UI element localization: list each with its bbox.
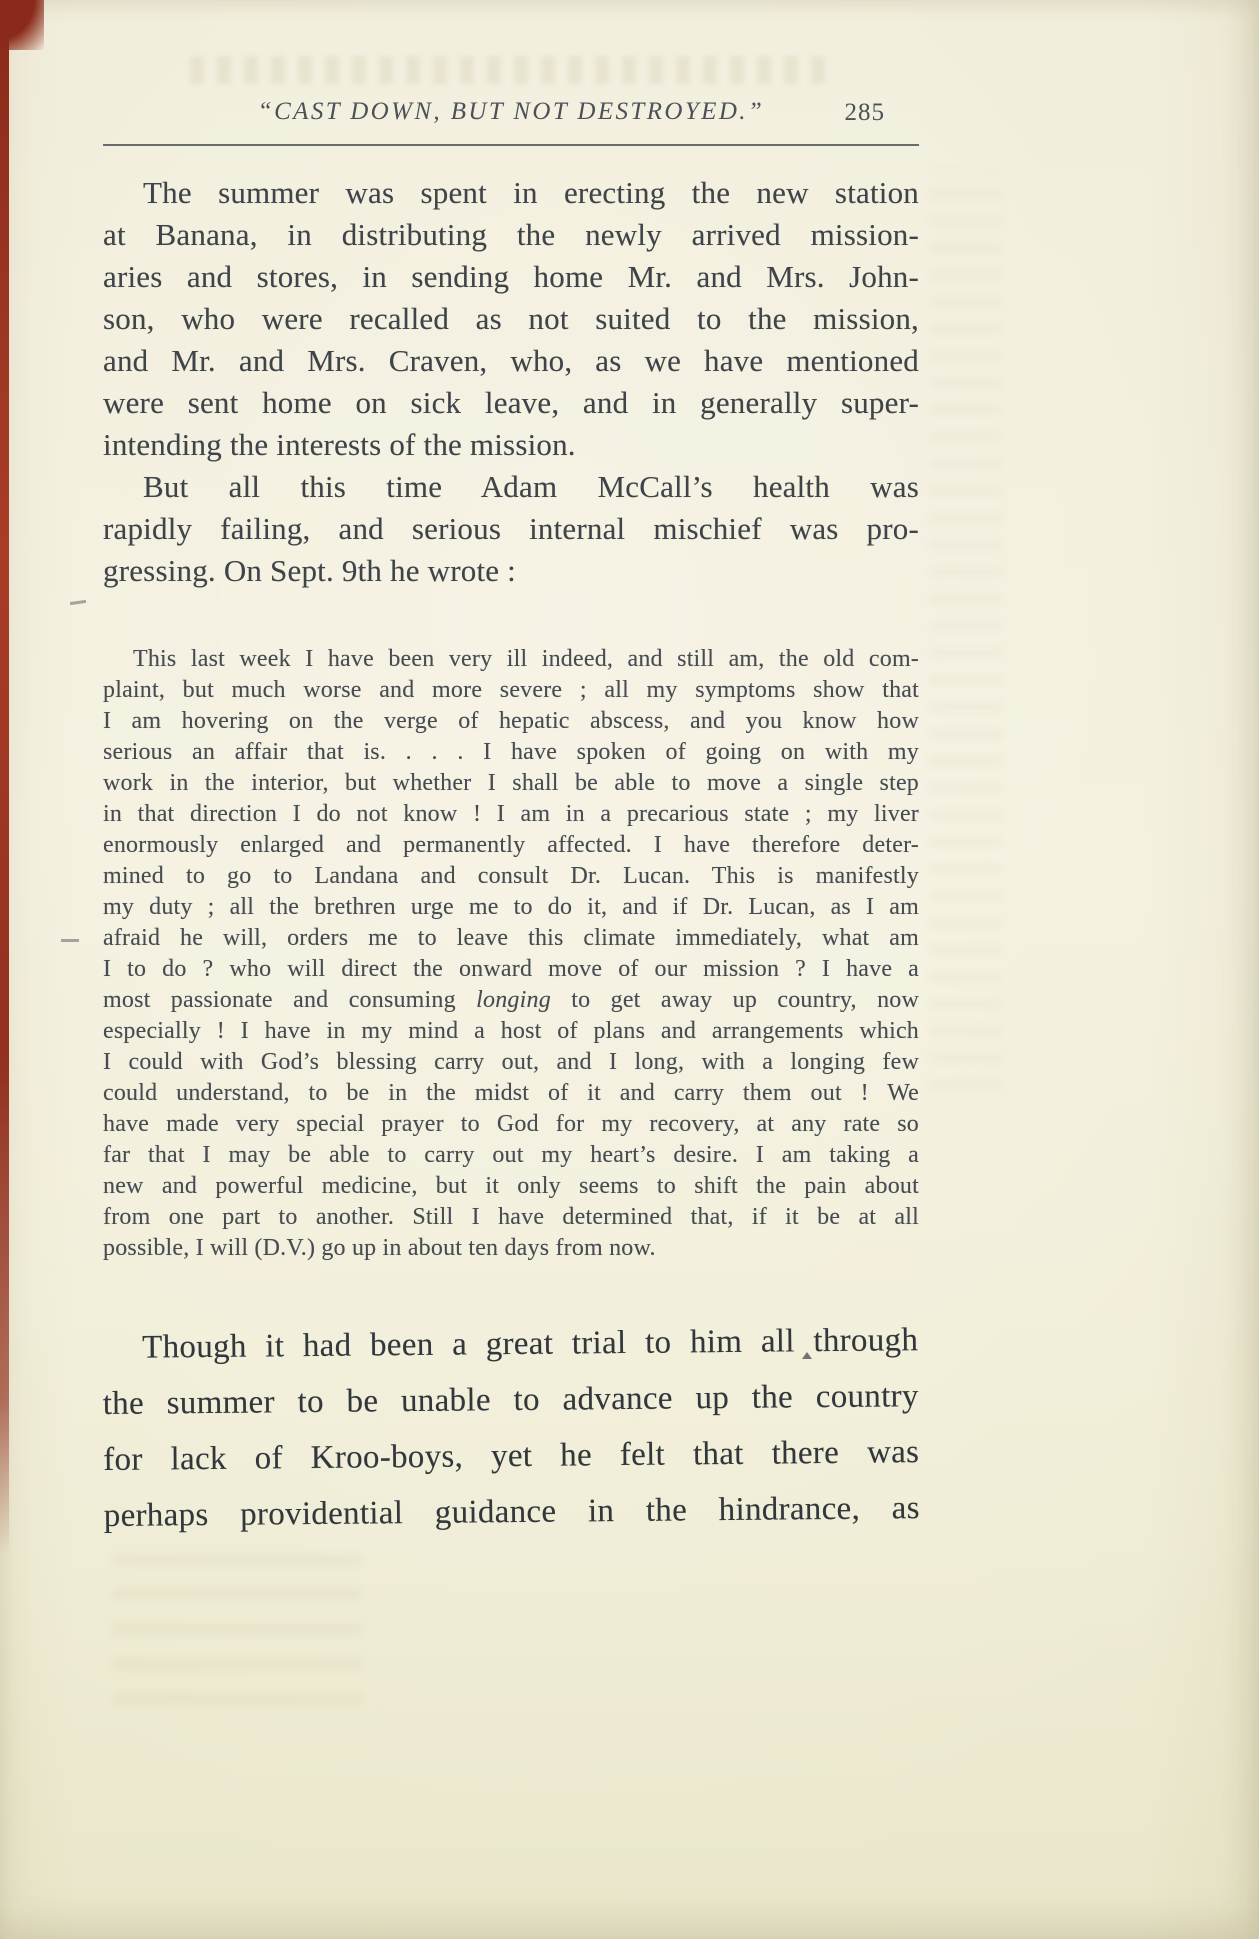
show-through-artifact [112,1555,362,1705]
text-line: This last week I have been very ill indeed, and still am, the old com- [133,646,919,672]
text-line: far that I may be able to carry out my heart’s desire. I am taking a [103,1142,919,1168]
text-line: especially ! I have in my mind a host of plans and arrangements which [103,1018,919,1044]
text-line: perhaps providential guidance in the hindrance, as [103,1490,920,1534]
text-line: But all this time Adam McCall’s health was [143,469,919,504]
text-line: enormously enlarged and permanently affected. I have therefore deter- [103,832,919,858]
block-quote-letter [103,644,919,1264]
text-line: I to do ? who will direct the onward move of our mission ? I have a [103,956,919,982]
text-line: at Banana, in distributing the newly arrived mission- [103,217,919,252]
text-line: work in the interior, but whether I shall be able to move a single step [103,770,919,796]
closing-paragraph [102,1312,920,1544]
text-line: in that direction I do not know ! I am in a precarious state ; my liver [103,801,919,827]
running-header [103,96,919,130]
text-line: I am hovering on the verge of hepatic abscess, and you know how [103,708,919,734]
paragraph-1 [103,172,919,466]
text-line: could understand, to be in the midst of it and carry them out ! We [103,1080,919,1106]
text-line: mined to go to Landana and consult Dr. Lucan. This is manifestly [103,863,919,889]
text-line: I could with God’s blessing carry out, and I long, with a longing few [103,1049,919,1075]
running-header-title: “CAST DOWN, BUT NOT DESTROYED.” [257,98,765,125]
text-line: serious an affair that is. . . . I have spoken of going on with my [103,739,919,765]
text-line: possible, I will (D.V.) go up in about ten days from now. [103,1235,656,1261]
text-line: afraid he will, orders me to leave this climate immediately, what am [103,925,919,951]
page-number: 285 [844,99,885,126]
text-run: most passionate and consuming [103,987,477,1013]
show-through-artifact [190,56,830,84]
text-line: gressing. On Sept. 9th he wrote : [103,553,516,588]
text-line: Though it had been a great trial to him all through [142,1322,919,1366]
text-line: for lack of Kroo-boys, yet he felt that there was [103,1434,920,1478]
header-rule [103,144,919,146]
text-line [103,985,919,1016]
text-line: my duty ; all the brethren urge me to do it, and if Dr. Lucan, as I am [103,894,919,920]
text-line: new and powerful medicine, but it only seems to shift the pain about [103,1173,919,1199]
show-through-artifact [930,170,1002,1090]
text-line: were sent home on sick leave, and in generally super- [103,385,919,420]
text-block [103,96,919,1544]
text-line: intending the interests of the mission. [103,427,576,462]
paragraph-2 [103,466,919,592]
text-line: from one part to another. Still I have determined that, if it be at all [103,1204,919,1230]
text-line: son, who were recalled as not suited to the mission, [103,301,919,336]
text-line: and Mr. and Mrs. Craven, who, as we have mentioned [103,343,919,378]
text-line: the summer to be unable to advance up the country [102,1378,919,1423]
margin-pencil-mark [61,939,79,942]
binding-red-corner [0,0,44,50]
emphasized-text-run: longing [476,987,551,1013]
text-line: aries and stores, in sending home Mr. and Mrs. John- [103,259,919,294]
text-line: plaint, but much worse and more severe ; all my symptoms show that [103,677,919,703]
margin-pencil-mark [70,600,86,605]
text-line: The summer was spent in erecting the new station [143,175,919,210]
text-line: rapidly failing, and serious internal mischief was pro- [103,511,919,546]
binding-red-strip [0,0,9,1555]
text-run: to get away up country, now [550,987,919,1013]
text-line: have made very special prayer to God for my recovery, at any rate so [103,1111,919,1137]
